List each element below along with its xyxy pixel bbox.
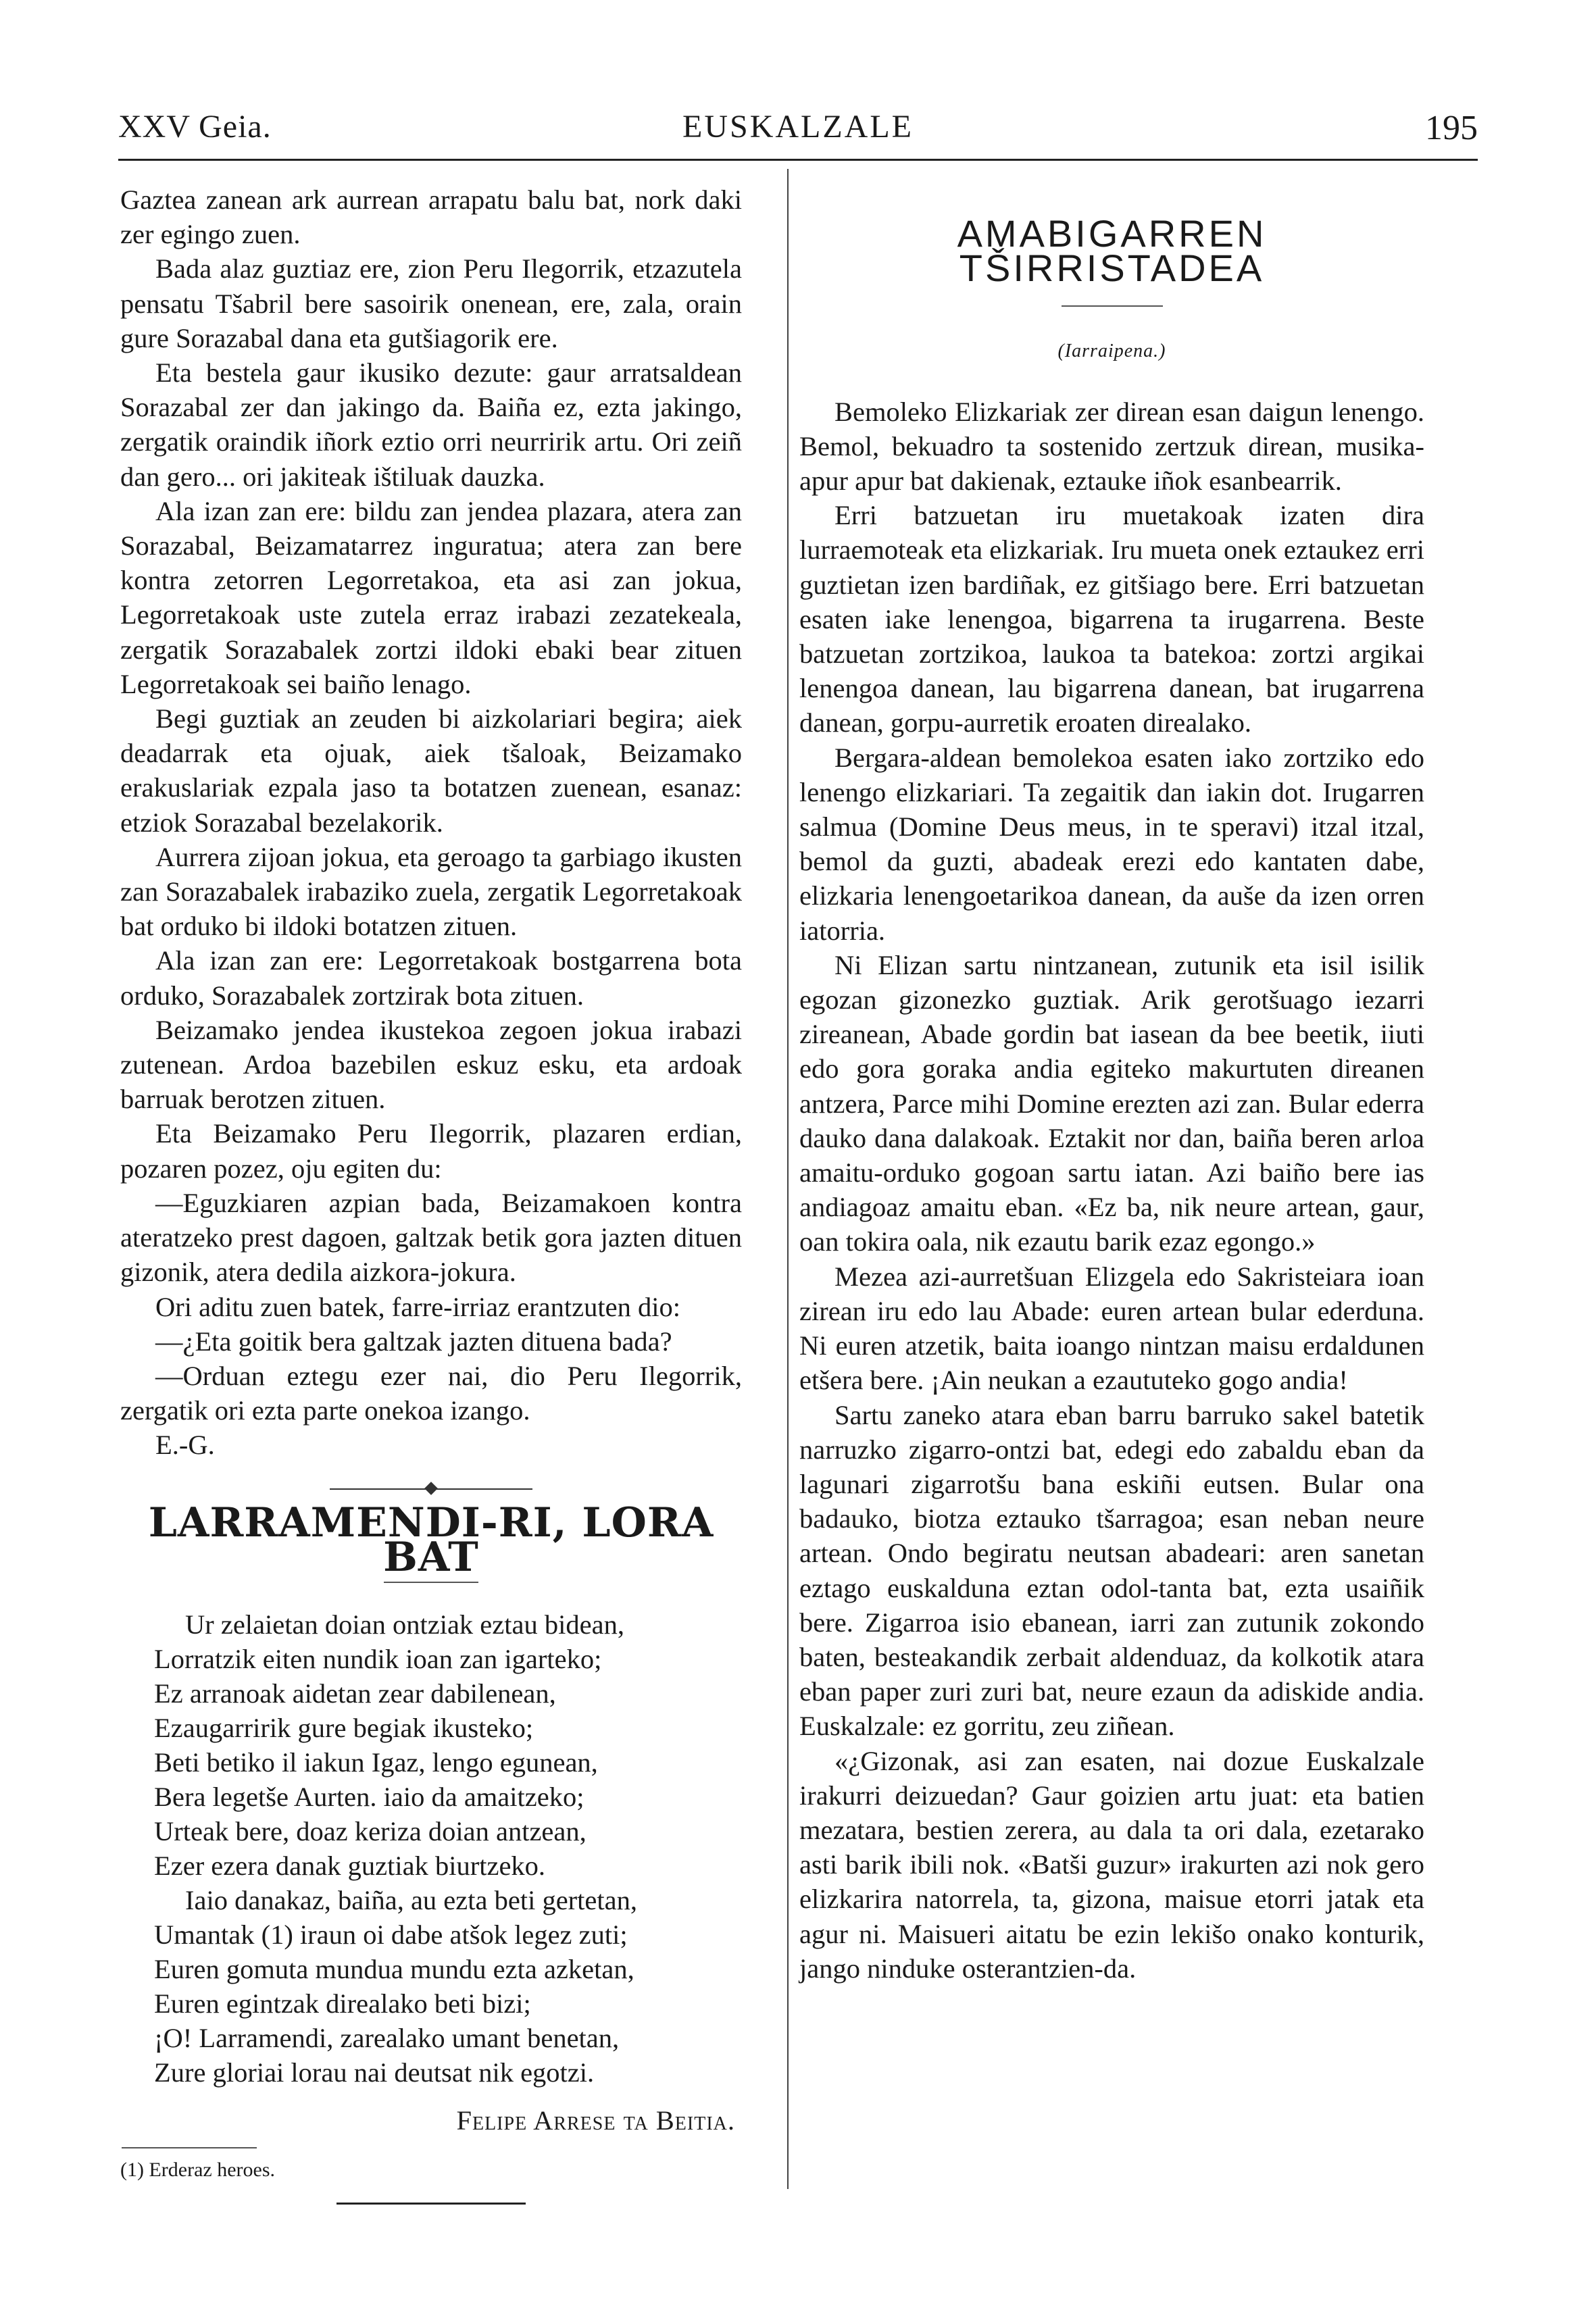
paragraph: Ori aditu zuen batek, farre-irriaz erantzuten dio: (155, 1291, 680, 1322)
article-title: AMABIGARREN TŠIRRISTADEA (957, 212, 1267, 290)
poem-line: Beti betiko il iakun Igaz, lengo egunean, (154, 1746, 598, 1778)
paragraph: —Orduan eztegu ezer nai, dio Peru Ilegorrik, zergatik ori ezta parte onekoa izango. (120, 1360, 742, 1426)
title-rule (384, 1582, 478, 1583)
paragraph: Ala izan zan ere: Legorretakoak bostgarrena bota orduko, Sorazabalek zortzirak bota zituen. (120, 945, 742, 1011)
poem-line: Ezaugarririk gure begiak ikusteko; (154, 1712, 534, 1743)
paragraph: Gaztea zanean ark aurrean arrapatu balu bat, nork daki zer egingo zuen. (120, 184, 742, 250)
poem-author: Felipe Arrese ta Beitia. (456, 2105, 735, 2136)
poem (120, 1607, 742, 2090)
paragraph: Sartu zaneko atara eban barru barruko sakel batetik narruzko zigarro-ontzi bat, edegi edo zabaldu eban da lagunari zigarrotšu bana eskiñi eutsen. Bular ona badauko, biotza eztauko tšarragoa; esan neban neure artean. Ondo begiratu neutsan abadeari: aren sanetan eztago euskalduna eztan odol-tanta bat, ezta usaiñik bere. Zigarroa isio ebanean, iarri zan zutunik zokondo baten, besteakandik zerbait aldenduaz, da kolkotik atara eban paper zuri zuri bat, neure ezaun da adiskide andia. Euskalzale: ez gorritu, zeu ziñean. (799, 1399, 1424, 1742)
paragraph: Eta Beizamako Peru Ilegorrik, plazaren erdian, pozaren pozez, oju egiten du: (120, 1118, 742, 1184)
poem-title: LARRAMENDI-RI, LORA BAT (148, 1499, 714, 1581)
left-column (120, 182, 742, 2205)
page-header (118, 108, 1478, 155)
poem-line: Ezer ezera danak guztiak biurtzeko. (154, 1850, 546, 1881)
story-text (120, 182, 742, 1463)
paragraph: Bemoleko Elizkariak zer direan esan daigun lenengo. Bemol, bekuadro ta sostenido zertzuk direan, musika-apur apur bat dakienak, eztauke iñok esanbearrik. (799, 396, 1424, 497)
paragraph: Aurrera zijoan jokua, eta geroago ta garbiago ikusten zan Sorazabalek irabaziko zuela, zergatik Legorretakoak bat orduko bi ildoki botatzen zituen. (120, 841, 742, 942)
paragraph: Begi guztiak an zeuden bi aizkolariari begira; aiek deadarrak eta ojuak, aiek tšaloak, Beizamako erakuslariak ezpala jaso ta botatzen zuenean, esanaz: etziok Sorazabal bezelakorik. (120, 703, 742, 838)
poem-line: ¡O! Larramendi, zarealako umant benetan, (154, 2022, 620, 2053)
poem-line: Ur zelaietan doian ontziak eztau bidean, (185, 1609, 624, 1640)
signature: E.-G. (155, 1430, 215, 1461)
poem-line: Zure gloriai lorau nai deutsat nik egotzi. (154, 2057, 595, 2088)
paragraph: Ni Elizan sartu nintzanean, zutunik eta isil isilik egozan gizonezko guztiak. Arik gerotšuago iezarri zireanean, Abade gordin bat iasean da bee beetik, iiuti edo gora goraka andia egiteko makurtuten direanen antzera, Parce mihi Domine erezten azi zan. Bular ederra dauko dana dalakoak. Eztakit nor dan, baiña beren arloa amaitu-orduko gogoan sartu iatan. Azi baiño bere ias andiagoaz amaitu eban. «Ez ba, nik neure artean, gaur, oan tokira oala, nik ezautu barik ezaz egongo.» (799, 949, 1424, 1257)
ornament-diamond-icon (424, 1482, 438, 1495)
footnote-rule (122, 2147, 257, 2148)
right-column (799, 182, 1424, 1986)
poem-line: Bera legetše Aurten. iaio da amaitzeko; (154, 1781, 584, 1812)
footnote: (1) Erderaz heroes. (120, 2159, 276, 2182)
header-rule (118, 159, 1478, 161)
paragraph: Bergara-aldean bemolekoa esaten iako zortziko edo lenengo elizkariari. Ta zegaitik dan iakin dot. Irugarren salmua (Domine Deus meus, in te speravi) itzal itzal, bemol da guzti, abadeak erezi edo kantaten dabe, elizkaria lenengoetarikoa danean, da auše da izen orren iatorria. (799, 742, 1424, 946)
section-ornament (120, 1479, 742, 1499)
paragraph: Erri batzuetan iru muetakoak izaten dira lurraemoteak eta elizkariak. Iru mueta onek eztaukez erri guztietan izen bardiñak, ez gitšiago bere. Erri batzuetan esaten iake lenengoa, bigarrena ta irugarrena. Beste batzuetan zortzikoa, laukoa ta batekoa: zortzi argikai lenengoa danean, lau bigarrena danean, bat irugarrena danean, gorpu-aurretik eroaten direalako. (799, 500, 1424, 738)
poem-line: Iaio danakaz, baiña, au ezta beti gertetan, (185, 1884, 638, 1915)
poem-line: Ez arranoak aidetan zear dabilenean, (154, 1678, 556, 1709)
page-number: 195 (1425, 109, 1478, 147)
paragraph: —¿Eta goitik bera galtzak jazten dituena bada? (155, 1326, 672, 1357)
poem-line: Euren egintzak direalako beti bizi; (154, 1988, 531, 2019)
paragraph: Bada alaz guztiaz ere, zion Peru Ilegorrik, etzazutela pensatu Tšabril bere sasoirik onenean, ere, zala, orain gure Sorazabal dana eta gutšiagorik ere. (120, 253, 742, 353)
poem-line: Umantak (1) iraun oi dabe atšok legez zuti; (154, 1919, 628, 1950)
paragraph: Eta bestela gaur ikusiko dezute: gaur arratsaldean Sorazabal zer dan jakingo da. Baiña ez, ezta jakingo, zergatik oraindik iñork eztio orri neurririk artu. Ori zeiñ dan gero... ori jakiteak ištiluak dauzka. (120, 357, 742, 492)
paragraph: «¿Gizonak, asi zan esaten, nai dozue Euskalzale irakurri deizuedan? Gaur goizien artu juat: eta batien mezatara, bestien zerera, au dala ta ori dala, ezetarako asti barik ibili nok. «Batši guzur» irakurten azi nok gero elizkarira natorrela, ta, gizona, maisue etorri jatak eta agur ni. Maisueri aitatu be ezin lekišo onako konturik, jango ninduke osterantzien-da. (799, 1745, 1424, 1984)
poem-line: Urteak bere, doaz keriza doian antzean, (154, 1815, 587, 1846)
paragraph: Mezea azi-aurretšuan Elizgela edo Sakristeiara ioan zirean iru edo lau Abade: euren artean bular ederduna. Ni euren atzetik, baita ioango nintzan maisu erdaldunen etšera bere. ¡Ain neukan a ezaututeko gogo andia! (799, 1261, 1424, 1396)
column-divider (787, 169, 789, 2189)
paragraph: Beizamako jendea ikustekoa zegoen jokua irabazi zutenean. Ardoa bazebilen eskuz esku, eta ardoak barruak berotzen zituen. (120, 1014, 742, 1115)
paragraph: Ala izan zan ere: bildu zan jendea plazara, atera zan Sorazabal, Beizamatarrez inguratua; atera zan bere kontra zetorren Legorretakoa, eta asi zan jokua, Legorretakoak uste zutela erraz irabazi zezatekeala, zergatik Sorazabalek zortzi ildoki ebaki bear zituen Legorretakoak sei baiño lenago. (120, 495, 742, 699)
paragraph: —Eguzkiaren azpian bada, Beizamakoen kontra ateratzeko prest dagoen, galtzak betik gora jazten dituen gizonik, atera dedila aizkora-jokura. (120, 1187, 742, 1288)
journal-title: EUSKALZALE (682, 109, 914, 145)
end-rule (336, 2203, 526, 2205)
title-rule (1062, 305, 1163, 307)
article-subtitle: (Iarraipena.) (1057, 341, 1166, 362)
volume-label: XXV Geia. (118, 109, 272, 145)
poem-line: Lorratzik eiten nundik ioan zan igarteko; (154, 1643, 602, 1674)
poem-line: Euren gomuta mundua mundu ezta azketan, (154, 1953, 634, 1984)
